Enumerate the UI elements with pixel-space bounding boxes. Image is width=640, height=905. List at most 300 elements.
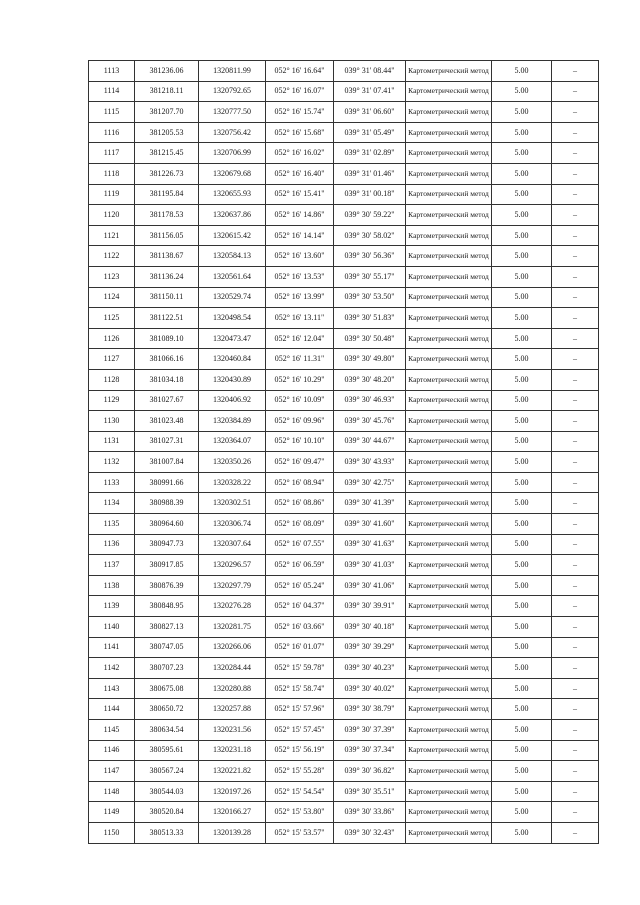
table-body [89,61,599,844]
longitude-cell: 039° 31' 05.49" [334,122,406,143]
point-number-cell: 1122 [89,246,135,267]
point-number-cell: 1131 [89,431,135,452]
note-cell: – [552,184,599,205]
table-row [89,308,599,329]
note-cell: – [552,61,599,82]
x-coordinate-cell: 380544.03 [135,781,199,802]
longitude-cell: 039° 31' 01.46" [334,163,406,184]
point-number-cell: 1134 [89,493,135,514]
y-coordinate-cell: 1320296.57 [199,555,266,576]
note-cell: – [552,514,599,535]
method-cell: Картометрический метод [406,349,492,370]
point-number-cell: 1118 [89,163,135,184]
latitude-cell: 052° 16' 10.29" [266,369,334,390]
point-number-cell: 1121 [89,225,135,246]
point-number-cell: 1145 [89,720,135,741]
x-coordinate-cell: 380595.61 [135,740,199,761]
table-row [89,678,599,699]
longitude-cell: 039° 30' 58.02" [334,225,406,246]
accuracy-cell: 5.00 [492,205,552,226]
table-row [89,452,599,473]
method-cell: Картометрический метод [406,287,492,308]
accuracy-cell: 5.00 [492,411,552,432]
latitude-cell: 052° 16' 07.55" [266,534,334,555]
latitude-cell: 052° 16' 05.24" [266,575,334,596]
x-coordinate-cell: 381236.06 [135,61,199,82]
note-cell: – [552,781,599,802]
point-number-cell: 1117 [89,143,135,164]
y-coordinate-cell: 1320637.86 [199,205,266,226]
note-cell: – [552,534,599,555]
note-cell: – [552,740,599,761]
accuracy-cell: 5.00 [492,740,552,761]
point-number-cell: 1140 [89,617,135,638]
note-cell: – [552,143,599,164]
accuracy-cell: 5.00 [492,328,552,349]
y-coordinate-cell: 1320460.84 [199,349,266,370]
method-cell: Картометрический метод [406,328,492,349]
table-row [89,740,599,761]
y-coordinate-cell: 1320615.42 [199,225,266,246]
point-number-cell: 1124 [89,287,135,308]
method-cell: Картометрический метод [406,781,492,802]
method-cell: Картометрический метод [406,122,492,143]
x-coordinate-cell: 381215.45 [135,143,199,164]
table-row [89,699,599,720]
x-coordinate-cell: 381122.51 [135,308,199,329]
x-coordinate-cell: 380991.66 [135,472,199,493]
accuracy-cell: 5.00 [492,493,552,514]
point-number-cell: 1143 [89,678,135,699]
accuracy-cell: 5.00 [492,431,552,452]
y-coordinate-cell: 1320706.99 [199,143,266,164]
point-number-cell: 1113 [89,61,135,82]
table-row [89,761,599,782]
latitude-cell: 052° 16' 08.86" [266,493,334,514]
latitude-cell: 052° 16' 09.47" [266,452,334,473]
x-coordinate-cell: 380650.72 [135,699,199,720]
note-cell: – [552,411,599,432]
latitude-cell: 052° 16' 16.07" [266,81,334,102]
method-cell: Картометрический метод [406,802,492,823]
point-number-cell: 1116 [89,122,135,143]
longitude-cell: 039° 30' 41.03" [334,555,406,576]
accuracy-cell: 5.00 [492,369,552,390]
point-number-cell: 1130 [89,411,135,432]
note-cell: – [552,699,599,720]
method-cell: Картометрический метод [406,225,492,246]
table-row [89,472,599,493]
x-coordinate-cell: 381205.53 [135,122,199,143]
accuracy-cell: 5.00 [492,163,552,184]
longitude-cell: 039° 31' 08.44" [334,61,406,82]
document-page [88,60,598,844]
latitude-cell: 052° 16' 10.09" [266,390,334,411]
latitude-cell: 052° 16' 16.64" [266,61,334,82]
point-number-cell: 1139 [89,596,135,617]
method-cell: Картометрический метод [406,555,492,576]
method-cell: Картометрический метод [406,761,492,782]
longitude-cell: 039° 30' 41.60" [334,514,406,535]
longitude-cell: 039° 30' 32.43" [334,822,406,843]
x-coordinate-cell: 381207.70 [135,102,199,123]
x-coordinate-cell: 380707.23 [135,658,199,679]
point-number-cell: 1123 [89,266,135,287]
accuracy-cell: 5.00 [492,637,552,658]
note-cell: – [552,349,599,370]
method-cell: Картометрический метод [406,596,492,617]
accuracy-cell: 5.00 [492,678,552,699]
x-coordinate-cell: 381195.84 [135,184,199,205]
note-cell: – [552,246,599,267]
y-coordinate-cell: 1320792.65 [199,81,266,102]
latitude-cell: 052° 16' 13.99" [266,287,334,308]
y-coordinate-cell: 1320266.06 [199,637,266,658]
method-cell: Картометрический метод [406,61,492,82]
point-number-cell: 1136 [89,534,135,555]
accuracy-cell: 5.00 [492,617,552,638]
method-cell: Картометрический метод [406,163,492,184]
latitude-cell: 052° 16' 03.66" [266,617,334,638]
method-cell: Картометрический метод [406,514,492,535]
table-row [89,122,599,143]
x-coordinate-cell: 380513.33 [135,822,199,843]
y-coordinate-cell: 1320584.13 [199,246,266,267]
longitude-cell: 039° 30' 48.20" [334,369,406,390]
latitude-cell: 052° 15' 58.74" [266,678,334,699]
latitude-cell: 052° 16' 13.60" [266,246,334,267]
point-number-cell: 1150 [89,822,135,843]
accuracy-cell: 5.00 [492,225,552,246]
point-number-cell: 1141 [89,637,135,658]
x-coordinate-cell: 381136.24 [135,266,199,287]
table-row [89,205,599,226]
note-cell: – [552,102,599,123]
note-cell: – [552,369,599,390]
accuracy-cell: 5.00 [492,308,552,329]
accuracy-cell: 5.00 [492,596,552,617]
table-row [89,225,599,246]
method-cell: Картометрический метод [406,452,492,473]
x-coordinate-cell: 381089.10 [135,328,199,349]
method-cell: Картометрический метод [406,822,492,843]
longitude-cell: 039° 30' 39.91" [334,596,406,617]
latitude-cell: 052° 15' 54.54" [266,781,334,802]
longitude-cell: 039° 30' 40.23" [334,658,406,679]
latitude-cell: 052° 16' 15.68" [266,122,334,143]
longitude-cell: 039° 30' 53.50" [334,287,406,308]
coordinates-table [88,60,599,844]
y-coordinate-cell: 1320307.64 [199,534,266,555]
latitude-cell: 052° 16' 14.86" [266,205,334,226]
point-number-cell: 1128 [89,369,135,390]
latitude-cell: 052° 16' 08.09" [266,514,334,535]
method-cell: Картометрический метод [406,637,492,658]
y-coordinate-cell: 1320306.74 [199,514,266,535]
y-coordinate-cell: 1320529.74 [199,287,266,308]
point-number-cell: 1120 [89,205,135,226]
note-cell: – [552,287,599,308]
accuracy-cell: 5.00 [492,822,552,843]
x-coordinate-cell: 380917.85 [135,555,199,576]
accuracy-cell: 5.00 [492,781,552,802]
longitude-cell: 039° 30' 41.39" [334,493,406,514]
point-number-cell: 1125 [89,308,135,329]
note-cell: – [552,163,599,184]
point-number-cell: 1129 [89,390,135,411]
accuracy-cell: 5.00 [492,720,552,741]
y-coordinate-cell: 1320231.56 [199,720,266,741]
accuracy-cell: 5.00 [492,699,552,720]
y-coordinate-cell: 1320139.28 [199,822,266,843]
note-cell: – [552,555,599,576]
method-cell: Картометрический метод [406,411,492,432]
x-coordinate-cell: 380988.39 [135,493,199,514]
x-coordinate-cell: 381218.11 [135,81,199,102]
note-cell: – [552,81,599,102]
table-row [89,287,599,308]
longitude-cell: 039° 30' 37.39" [334,720,406,741]
latitude-cell: 052° 16' 12.04" [266,328,334,349]
x-coordinate-cell: 380947.73 [135,534,199,555]
method-cell: Картометрический метод [406,720,492,741]
y-coordinate-cell: 1320166.27 [199,802,266,823]
method-cell: Картометрический метод [406,266,492,287]
note-cell: – [552,802,599,823]
x-coordinate-cell: 381138.67 [135,246,199,267]
point-number-cell: 1127 [89,349,135,370]
longitude-cell: 039° 30' 59.22" [334,205,406,226]
y-coordinate-cell: 1320561.64 [199,266,266,287]
method-cell: Картометрический метод [406,369,492,390]
latitude-cell: 052° 16' 09.96" [266,411,334,432]
y-coordinate-cell: 1320406.92 [199,390,266,411]
table-row [89,617,599,638]
table-row [89,493,599,514]
note-cell: – [552,122,599,143]
longitude-cell: 039° 30' 35.51" [334,781,406,802]
point-number-cell: 1148 [89,781,135,802]
table-row [89,246,599,267]
x-coordinate-cell: 381226.73 [135,163,199,184]
note-cell: – [552,822,599,843]
table-row [89,534,599,555]
longitude-cell: 039° 30' 44.67" [334,431,406,452]
latitude-cell: 052° 16' 11.31" [266,349,334,370]
longitude-cell: 039° 30' 39.29" [334,637,406,658]
table-row [89,184,599,205]
table-row [89,637,599,658]
longitude-cell: 039° 30' 42.75" [334,472,406,493]
accuracy-cell: 5.00 [492,534,552,555]
y-coordinate-cell: 1320328.22 [199,472,266,493]
method-cell: Картометрический метод [406,81,492,102]
note-cell: – [552,617,599,638]
point-number-cell: 1135 [89,514,135,535]
x-coordinate-cell: 381150.11 [135,287,199,308]
longitude-cell: 039° 30' 51.83" [334,308,406,329]
longitude-cell: 039° 30' 49.80" [334,349,406,370]
table-row [89,514,599,535]
method-cell: Картометрический метод [406,205,492,226]
accuracy-cell: 5.00 [492,61,552,82]
method-cell: Картометрический метод [406,390,492,411]
note-cell: – [552,678,599,699]
table-row [89,266,599,287]
longitude-cell: 039° 30' 46.93" [334,390,406,411]
method-cell: Картометрический метод [406,534,492,555]
note-cell: – [552,493,599,514]
longitude-cell: 039° 31' 00.18" [334,184,406,205]
latitude-cell: 052° 16' 13.11" [266,308,334,329]
latitude-cell: 052° 16' 15.41" [266,184,334,205]
method-cell: Картометрический метод [406,740,492,761]
accuracy-cell: 5.00 [492,81,552,102]
latitude-cell: 052° 16' 14.14" [266,225,334,246]
point-number-cell: 1126 [89,328,135,349]
table-row [89,349,599,370]
latitude-cell: 052° 15' 56.19" [266,740,334,761]
x-coordinate-cell: 381156.05 [135,225,199,246]
latitude-cell: 052° 16' 04.37" [266,596,334,617]
latitude-cell: 052° 15' 55.28" [266,761,334,782]
latitude-cell: 052° 16' 13.53" [266,266,334,287]
table-row [89,81,599,102]
point-number-cell: 1137 [89,555,135,576]
method-cell: Картометрический метод [406,308,492,329]
longitude-cell: 039° 30' 50.48" [334,328,406,349]
y-coordinate-cell: 1320284.44 [199,658,266,679]
latitude-cell: 052° 16' 16.40" [266,163,334,184]
note-cell: – [552,658,599,679]
table-row [89,143,599,164]
y-coordinate-cell: 1320811.99 [199,61,266,82]
y-coordinate-cell: 1320297.79 [199,575,266,596]
x-coordinate-cell: 381066.16 [135,349,199,370]
note-cell: – [552,328,599,349]
accuracy-cell: 5.00 [492,761,552,782]
table-row [89,720,599,741]
note-cell: – [552,637,599,658]
method-cell: Картометрический метод [406,431,492,452]
latitude-cell: 052° 15' 53.80" [266,802,334,823]
note-cell: – [552,452,599,473]
longitude-cell: 039° 30' 33.86" [334,802,406,823]
table-row [89,390,599,411]
longitude-cell: 039° 30' 40.18" [334,617,406,638]
accuracy-cell: 5.00 [492,266,552,287]
accuracy-cell: 5.00 [492,452,552,473]
x-coordinate-cell: 381027.67 [135,390,199,411]
y-coordinate-cell: 1320350.26 [199,452,266,473]
x-coordinate-cell: 380848.95 [135,596,199,617]
method-cell: Картометрический метод [406,699,492,720]
table-row [89,822,599,843]
accuracy-cell: 5.00 [492,143,552,164]
table-row [89,369,599,390]
x-coordinate-cell: 381178.53 [135,205,199,226]
method-cell: Картометрический метод [406,102,492,123]
accuracy-cell: 5.00 [492,472,552,493]
method-cell: Картометрический метод [406,184,492,205]
x-coordinate-cell: 380634.54 [135,720,199,741]
note-cell: – [552,431,599,452]
method-cell: Картометрический метод [406,493,492,514]
point-number-cell: 1114 [89,81,135,102]
method-cell: Картометрический метод [406,472,492,493]
latitude-cell: 052° 15' 57.45" [266,720,334,741]
accuracy-cell: 5.00 [492,658,552,679]
point-number-cell: 1142 [89,658,135,679]
latitude-cell: 052° 16' 10.10" [266,431,334,452]
point-number-cell: 1146 [89,740,135,761]
latitude-cell: 052° 16' 15.74" [266,102,334,123]
latitude-cell: 052° 15' 59.78" [266,658,334,679]
accuracy-cell: 5.00 [492,555,552,576]
y-coordinate-cell: 1320280.88 [199,678,266,699]
accuracy-cell: 5.00 [492,802,552,823]
longitude-cell: 039° 31' 06.60" [334,102,406,123]
note-cell: – [552,205,599,226]
point-number-cell: 1144 [89,699,135,720]
point-number-cell: 1138 [89,575,135,596]
longitude-cell: 039° 30' 36.82" [334,761,406,782]
point-number-cell: 1133 [89,472,135,493]
longitude-cell: 039° 30' 41.06" [334,575,406,596]
y-coordinate-cell: 1320197.26 [199,781,266,802]
accuracy-cell: 5.00 [492,122,552,143]
longitude-cell: 039° 30' 45.76" [334,411,406,432]
note-cell: – [552,761,599,782]
point-number-cell: 1149 [89,802,135,823]
longitude-cell: 039° 30' 41.63" [334,534,406,555]
point-number-cell: 1119 [89,184,135,205]
x-coordinate-cell: 380876.39 [135,575,199,596]
x-coordinate-cell: 380520.84 [135,802,199,823]
point-number-cell: 1132 [89,452,135,473]
table-row [89,596,599,617]
table-row [89,163,599,184]
longitude-cell: 039° 30' 43.93" [334,452,406,473]
y-coordinate-cell: 1320655.93 [199,184,266,205]
accuracy-cell: 5.00 [492,246,552,267]
accuracy-cell: 5.00 [492,575,552,596]
y-coordinate-cell: 1320473.47 [199,328,266,349]
longitude-cell: 039° 30' 56.36" [334,246,406,267]
latitude-cell: 052° 16' 06.59" [266,555,334,576]
table-row [89,431,599,452]
x-coordinate-cell: 380567.24 [135,761,199,782]
x-coordinate-cell: 381023.48 [135,411,199,432]
x-coordinate-cell: 380827.13 [135,617,199,638]
table-row [89,411,599,432]
y-coordinate-cell: 1320364.07 [199,431,266,452]
table-row [89,781,599,802]
longitude-cell: 039° 30' 55.17" [334,266,406,287]
y-coordinate-cell: 1320498.54 [199,308,266,329]
note-cell: – [552,308,599,329]
note-cell: – [552,225,599,246]
y-coordinate-cell: 1320221.82 [199,761,266,782]
method-cell: Картометрический метод [406,575,492,596]
y-coordinate-cell: 1320302.51 [199,493,266,514]
latitude-cell: 052° 16' 01.07" [266,637,334,658]
accuracy-cell: 5.00 [492,102,552,123]
longitude-cell: 039° 30' 40.02" [334,678,406,699]
longitude-cell: 039° 31' 07.41" [334,81,406,102]
point-number-cell: 1115 [89,102,135,123]
note-cell: – [552,390,599,411]
